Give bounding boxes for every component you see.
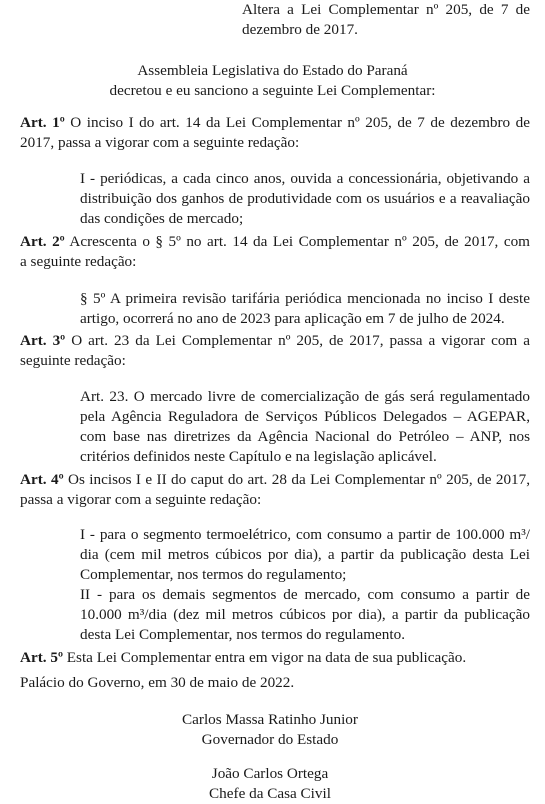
preamble-line: Assembleia Legislativa do Estado do Paraná <box>137 62 408 79</box>
signature-chief-of-staff <box>120 764 420 804</box>
article-1-quote <box>80 169 530 229</box>
article-label: Art. 2º <box>20 233 65 250</box>
quote-line: dia (cem mil metros cúbicos por dia), a partir da publicação desta Lei <box>80 546 530 563</box>
quote-line: II - para os demais segmentos de mercado, com consumo a partir de <box>80 586 530 603</box>
article-line: Art. 4º Os incisos I e II do caput do art. 28 da Lei Complementar nº 205, de 2017, <box>20 471 531 488</box>
quote-line: § 5º A primeira revisão tarifária periódica mencionada no inciso I deste <box>80 290 530 307</box>
quote-line: com base nas diretrizes da Agência Nacional do Petróleo – ANP, nos <box>80 428 530 445</box>
quote-line: desta Lei Complementar, nos termos do regulamento. <box>80 626 405 643</box>
article-4-quote <box>80 525 530 645</box>
quote-line: I - para o segmento termoelétrico, com consumo a partir de 100.000 m³/ <box>80 526 530 543</box>
preamble <box>0 61 545 101</box>
quote-line: pela Agência Reguladora de Serviços Públicos Delegados – AGEPAR, <box>80 408 530 425</box>
signature-governor <box>120 710 420 750</box>
article-3-quote <box>80 387 530 467</box>
signatory-name: João Carlos Ortega <box>211 765 329 782</box>
preamble-line: decretou e eu sanciono a seguinte Lei Complementar: <box>109 82 436 99</box>
ementa-line: dezembro de 2017. <box>242 21 358 38</box>
article-label: Art. 1º <box>20 114 65 131</box>
signatory-role: Chefe da Casa Civil <box>209 785 331 802</box>
article-label: Art. 4º <box>20 471 64 488</box>
article-line: seguinte redação: <box>20 352 126 369</box>
ementa <box>242 0 530 40</box>
quote-line: distribuição dos ganhos de produtividade com os usuários e a reavaliação <box>80 190 530 207</box>
article-1 <box>20 113 530 153</box>
article-line: Art. 1º O inciso I do art. 14 da Lei Complementar nº 205, de 7 de dezembro de <box>20 114 531 131</box>
article-line: 2017, passa a vigorar com a seguinte redação: <box>20 134 300 151</box>
ementa-line: Altera a Lei Complementar nº 205, de 7 de <box>242 1 530 18</box>
quote-line: das condições de mercado; <box>80 210 244 227</box>
article-4 <box>20 470 530 510</box>
article-5 <box>20 648 530 668</box>
article-2-quote <box>80 289 530 329</box>
article-label: Art. 5º <box>20 649 63 666</box>
quote-line: artigo, ocorrerá no ano de 2023 para aplicação em 7 de julho de 2024. <box>80 310 505 327</box>
article-label: Art. 3º <box>20 332 66 349</box>
article-3 <box>20 331 530 371</box>
article-2 <box>20 232 530 272</box>
quote-line: 10.000 m³/dia (dez mil metros cúbicos por dia), a partir da publicação <box>80 606 530 623</box>
signatory-name: Carlos Massa Ratinho Junior <box>182 711 358 728</box>
article-line: a seguinte redação: <box>20 253 137 270</box>
article-line: passa a vigorar com a seguinte redação: <box>20 491 262 508</box>
signatory-role: Governador do Estado <box>201 731 339 748</box>
quote-line: I - periódicas, a cada cinco anos, ouvida a concessionária, objetivando a <box>80 170 530 187</box>
quote-line: Complementar, nos termos do regulamento; <box>80 566 347 583</box>
article-line: Art. 2º Acrescenta o § 5º no art. 14 da Lei Complementar nº 205, de 2017, com <box>20 233 530 250</box>
quote-line: critérios definidos neste Capítulo e na legislação aplicável. <box>80 448 437 465</box>
article-line: Art. 5º Esta Lei Complementar entra em vigor na data de sua publicação. <box>20 649 467 666</box>
article-line: Art. 3º O art. 23 da Lei Complementar nº 205, de 2017, passa a vigorar com a <box>20 332 530 349</box>
closing-place-date: Palácio do Governo, em 30 de maio de 2022. <box>20 674 295 691</box>
quote-line: Art. 23. O mercado livre de comercialização de gás será regulamentado <box>80 388 530 405</box>
